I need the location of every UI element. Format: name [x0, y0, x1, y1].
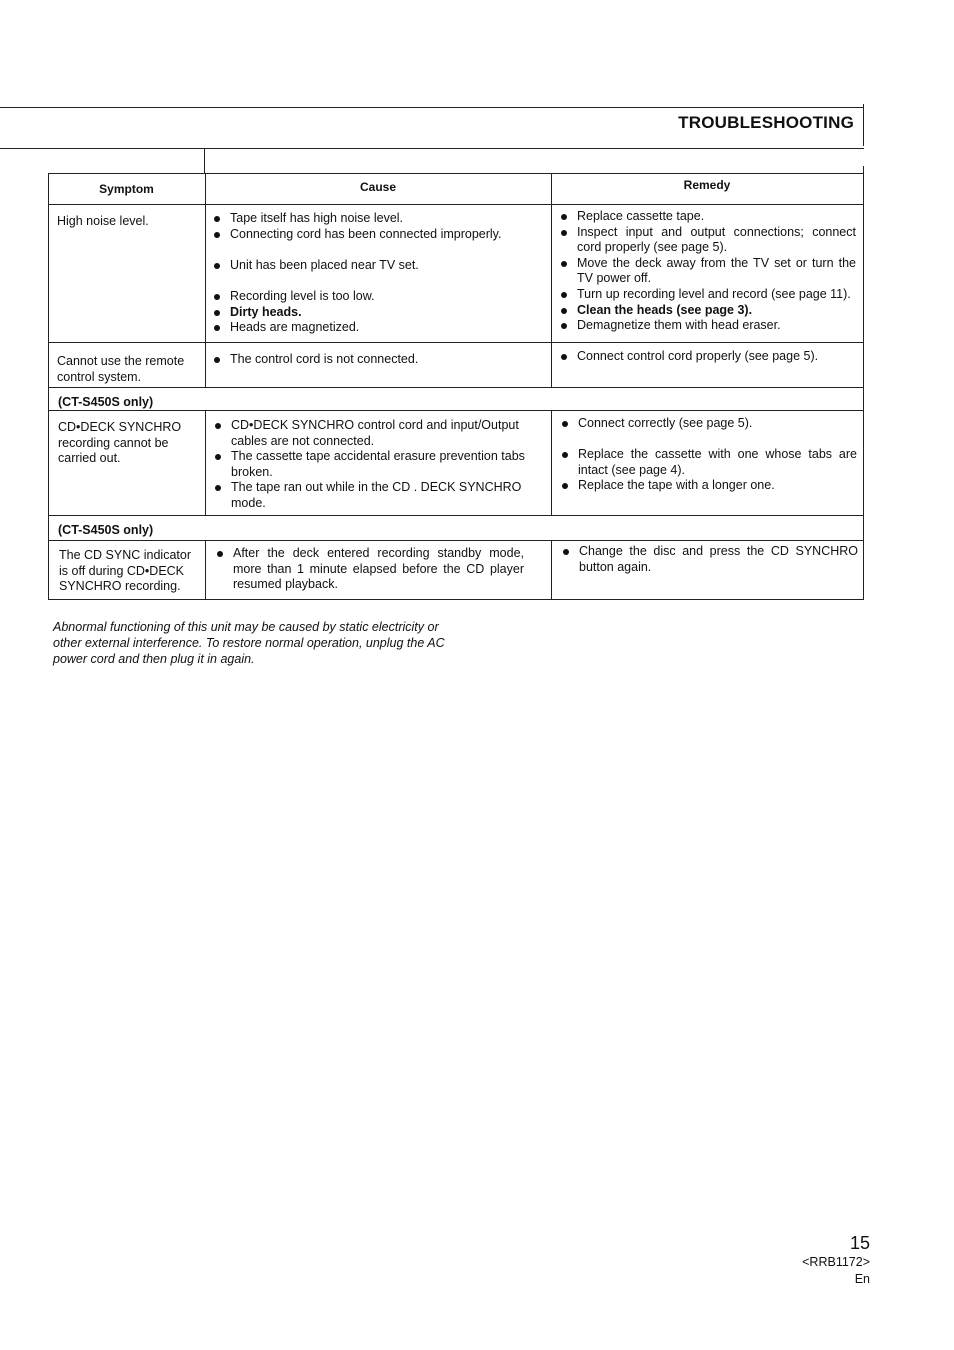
- list-item: Heads are magnetized.: [211, 320, 543, 336]
- table-row-rule-1: [48, 342, 864, 343]
- note-text: Abnormal functioning of this unit may be caused by static electricity or other external interference. To restore normal operation, unplug the AC power cord and then plug it in again.: [53, 620, 445, 666]
- header-symptom: Symptom: [99, 182, 154, 196]
- table-row-remedies: [559, 416, 857, 494]
- language-code: En: [854, 1272, 870, 1286]
- list-item: The control cord is not connected.: [211, 352, 543, 368]
- list-item: Clean the heads (see page 3).: [558, 303, 856, 319]
- table-row-rule-2: [48, 387, 864, 388]
- column-divider-a-3: [205, 540, 206, 599]
- table-row-remedies: [558, 349, 856, 365]
- list-item: Replace cassette tape.: [558, 209, 856, 225]
- list-item: Unit has been placed near TV set.: [211, 258, 543, 274]
- list-item: After the deck entered recording standby mode, more than 1 minute elapsed before the CD player resumed playback.: [214, 546, 524, 593]
- list-item: Demagnetize them with head eraser.: [558, 318, 856, 334]
- list-item: Inspect input and output connections; connect cord properly (see page 5).: [558, 225, 856, 256]
- list-item: Connect correctly (see page 5).: [559, 416, 857, 432]
- table-row-symptom: High noise level.: [57, 214, 149, 228]
- list-item: Turn up recording level and record (see page 11).: [558, 287, 856, 303]
- list-item: Replace the cassette with one whose tabs are intact (see page 4).: [559, 447, 857, 478]
- list-item: Recording level is too low.: [211, 289, 543, 305]
- list-item: Connecting cord has been connected improperly.: [211, 227, 543, 243]
- column-divider-b-1: [551, 173, 552, 387]
- list-item: Connect control cord properly (see page 5).: [558, 349, 856, 365]
- page-title: TROUBLESHOOTING: [678, 113, 854, 132]
- column-divider-a-2: [205, 410, 206, 515]
- list-item: The cassette tape accidental erasure prevention tabs broken.: [212, 449, 544, 480]
- table-row-symptom: The CD SYNC indicator is off during CD•DECK SYNCHRO recording.: [59, 548, 191, 594]
- header-divider: [204, 148, 205, 174]
- list-item: CD•DECK SYNCHRO control cord and input/Output cables are not connected.: [212, 418, 544, 449]
- section-label: (CT-S450S only): [58, 395, 154, 409]
- table-row-causes: [212, 418, 544, 512]
- list-item: Move the deck away from the TV set or turn the TV power off.: [558, 256, 856, 287]
- table-right-rule: [863, 166, 864, 600]
- table-row-remedies: [558, 209, 856, 334]
- list-item: The tape ran out while in the CD . DECK SYNCHRO mode.: [212, 480, 544, 511]
- table-top-rule: [48, 173, 864, 174]
- list-item: Tape itself has high noise level.: [211, 211, 543, 227]
- table-row-symptom: Cannot use the remote control system.: [57, 354, 185, 384]
- table-row-rule-5: [48, 540, 864, 541]
- page-number: 15: [849, 1233, 870, 1253]
- list-item: Dirty heads.: [211, 305, 543, 321]
- table-row-rule-4: [48, 515, 864, 516]
- column-divider-b-2: [551, 410, 552, 515]
- list-item: Replace the tape with a longer one.: [559, 478, 857, 494]
- table-bottom-rule: [48, 599, 864, 600]
- table-row-causes: [214, 546, 524, 593]
- table-row-symptom: CD•DECK SYNCHRO recording cannot be carried out.: [58, 420, 182, 466]
- document-code: <RRB1172>: [802, 1255, 870, 1269]
- list-item: Change the disc and press the CD SYNCHRO button again.: [560, 544, 858, 575]
- table-row-causes: [211, 352, 543, 368]
- table-header-rule: [48, 204, 864, 205]
- section-label: (CT-S450S only): [58, 523, 154, 537]
- table-left-rule: [48, 173, 49, 600]
- table-row-rule-3: [48, 410, 864, 411]
- header-cause: Cause: [359, 180, 397, 194]
- header-remedy: Remedy: [683, 178, 731, 192]
- column-divider-a-1: [205, 173, 206, 387]
- table-row-remedies: [560, 544, 858, 575]
- header-bottom-rule: [0, 148, 864, 149]
- header-top-rule: [0, 107, 864, 108]
- table-row-causes: [211, 211, 543, 336]
- column-divider-b-3: [551, 540, 552, 599]
- header-right-rule: [863, 104, 864, 146]
